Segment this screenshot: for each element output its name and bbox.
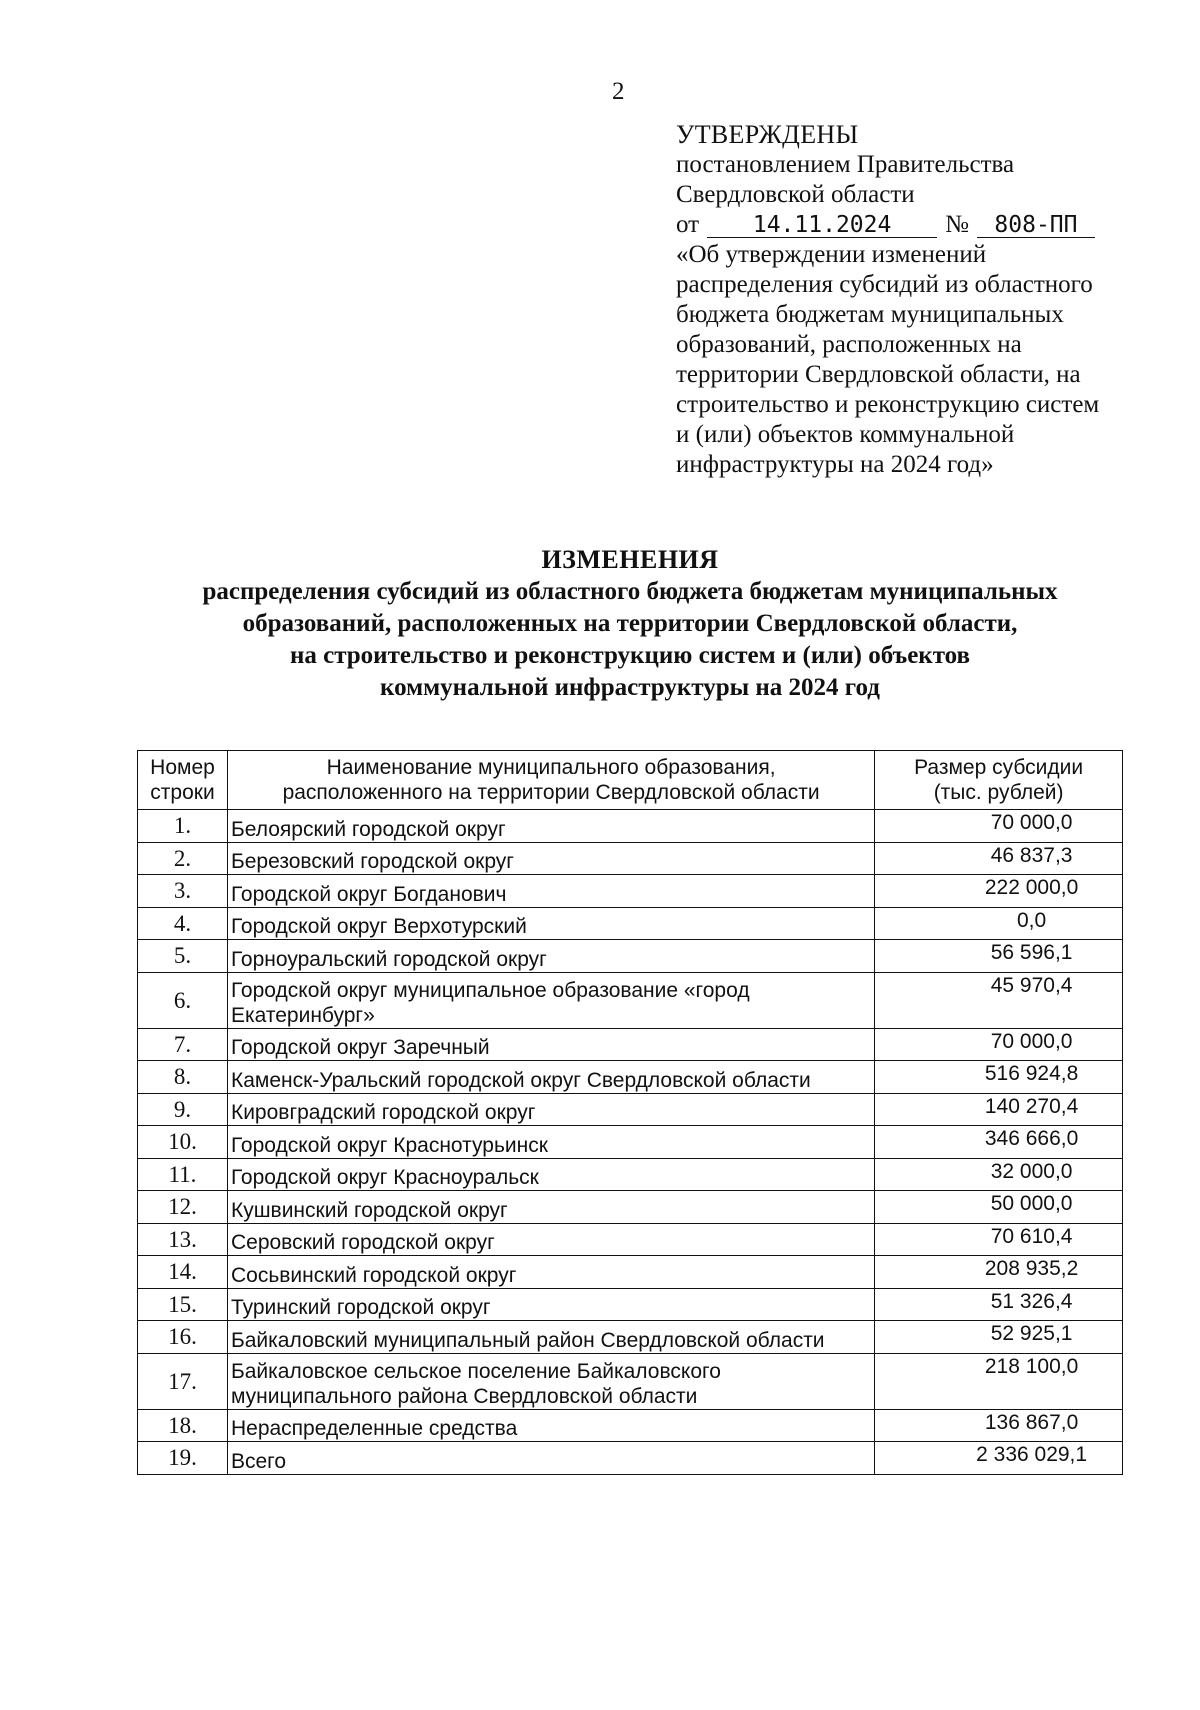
municipality-name: Байкаловское сельское поселение Байкаловского муниципального района Свердловской области: [227, 1353, 874, 1409]
header-text: Номер: [150, 756, 215, 779]
row-number: 14.: [138, 1256, 228, 1289]
number-sign: №: [945, 211, 969, 238]
document-title: [130, 544, 1130, 704]
row-number: 18.: [138, 1409, 228, 1442]
header-text: Наименование муниципального образования,: [326, 756, 776, 779]
row-number: 5.: [138, 940, 228, 973]
row-number: 2.: [138, 842, 228, 875]
row-number: 17.: [138, 1353, 228, 1409]
title-line: коммунальной инфраструктуры на 2024 год: [380, 674, 880, 701]
row-number: 3.: [138, 875, 228, 908]
header-text: расположенного на территории Свердловской области: [282, 781, 820, 804]
date-prefix: от: [676, 211, 700, 238]
row-number: 11.: [138, 1158, 228, 1191]
municipality-name: Белоярский городской округ: [227, 810, 874, 843]
subsidy-amount: 32 000,0: [875, 1158, 1123, 1191]
subsidy-amount: 218 100,0: [875, 1353, 1123, 1409]
municipality-name: Нераспределенные средства: [227, 1409, 874, 1442]
approval-subject-line: распределения субсидий из областного: [676, 271, 1093, 298]
subsidy-amount: 51 326,4: [875, 1288, 1123, 1321]
resolution-number: 808-ПП: [977, 213, 1095, 238]
municipality-name: Туринский городской округ: [227, 1288, 874, 1321]
subsidy-amount: 50 000,0: [875, 1191, 1123, 1224]
table-row: [138, 842, 1123, 875]
municipality-name: Городской округ Богданович: [227, 875, 874, 908]
title-line: образований, расположенных на территории Свердловской области,: [242, 610, 1018, 637]
municipality-name: Городской округ Верхотурский: [227, 907, 874, 940]
subsidy-amount: 346 666,0: [875, 1126, 1123, 1159]
subsidy-amount: 140 270,4: [875, 1093, 1123, 1126]
header-subsidy-amount: [875, 751, 1123, 810]
table-row: [138, 1353, 1123, 1409]
header-row-number: [138, 751, 228, 810]
subsidy-amount: 46 837,3: [875, 842, 1123, 875]
row-number: 1.: [138, 810, 228, 843]
municipality-name: Городской округ Красноуральск: [227, 1158, 874, 1191]
table-row: [138, 1126, 1123, 1159]
approval-subject-line: образований, расположенных на: [676, 331, 1022, 358]
subsidies-table: [137, 750, 1123, 1475]
table-row: [138, 1321, 1123, 1354]
header-text: (тыс. рублей): [933, 781, 1064, 804]
municipality-name: Кировградский городской округ: [227, 1093, 874, 1126]
subsidy-amount: 222 000,0: [875, 875, 1123, 908]
subsidy-amount: 45 970,4: [875, 972, 1123, 1028]
approval-subject-line: «Об утверждении изменений: [676, 241, 987, 268]
header-text: строки: [150, 781, 215, 804]
subsidy-amount: 516 924,8: [875, 1061, 1123, 1094]
table-row: [138, 1093, 1123, 1126]
municipality-name: Кушвинский городской округ: [227, 1191, 874, 1224]
row-number: 13.: [138, 1223, 228, 1256]
row-number: 8.: [138, 1061, 228, 1094]
row-number: 10.: [138, 1126, 228, 1159]
municipality-name: Байкаловский муниципальный район Свердловской области: [227, 1321, 874, 1354]
resolution-date: 14.11.2024: [707, 213, 937, 238]
table-row: [138, 972, 1123, 1028]
table-row: [138, 1158, 1123, 1191]
row-number: 15.: [138, 1288, 228, 1321]
approval-subject-line: и (или) объектов коммунальной: [676, 421, 1015, 448]
title-line: распределения субсидий из областного бюджета бюджетам муниципальных: [202, 578, 1058, 605]
header-municipality-name: [227, 751, 874, 810]
table-row: [138, 1288, 1123, 1321]
table-row: [138, 1256, 1123, 1289]
subsidy-amount: 70 000,0: [875, 810, 1123, 843]
table-row: [138, 907, 1123, 940]
municipality-name: Березовский городской округ: [227, 842, 874, 875]
municipality-name: Серовский городской округ: [227, 1223, 874, 1256]
row-number: 9.: [138, 1093, 228, 1126]
row-number: 12.: [138, 1191, 228, 1224]
title-heading: ИЗМЕНЕНИЯ: [541, 545, 719, 574]
row-number: 6.: [138, 972, 228, 1028]
approval-subject-line: бюджета бюджетам муниципальных: [676, 301, 1064, 328]
approval-block: [676, 120, 1146, 480]
subsidy-amount: 70 610,4: [875, 1223, 1123, 1256]
table-row: [138, 810, 1123, 843]
subsidy-amount: 70 000,0: [875, 1028, 1123, 1061]
approved-label: УТВЕРЖДЕНЫ: [676, 120, 859, 149]
table-row: [138, 1223, 1123, 1256]
row-number: 16.: [138, 1321, 228, 1354]
municipality-name: Горноуральский городской округ: [227, 940, 874, 973]
subsidy-amount: 208 935,2: [875, 1256, 1123, 1289]
table-row: [138, 1028, 1123, 1061]
subsidy-amount: 0,0: [875, 907, 1123, 940]
row-number: 4.: [138, 907, 228, 940]
municipality-name: Всего: [227, 1442, 874, 1475]
row-number: 7.: [138, 1028, 228, 1061]
page-number: 2: [612, 78, 625, 105]
table-row: [138, 1409, 1123, 1442]
table-row: [138, 875, 1123, 908]
approval-subject-line: территории Свердловской области, на: [676, 361, 1081, 388]
municipality-name: Сосьвинский городской округ: [227, 1256, 874, 1289]
table-row-total: [138, 1442, 1123, 1475]
header-text: Размер субсидии: [914, 756, 1084, 779]
approval-region-line: Свердловской области: [676, 181, 915, 208]
subsidy-amount: 136 867,0: [875, 1409, 1123, 1442]
approval-subject-line: строительство и реконструкцию систем: [676, 391, 1100, 418]
table-row: [138, 1061, 1123, 1094]
subsidy-amount: 2 336 029,1: [875, 1442, 1123, 1475]
municipality-name: Каменск-Уральский городской округ Свердловской области: [227, 1061, 874, 1094]
title-line: на строительство и реконструкцию систем и (или) объектов: [289, 642, 971, 669]
row-number: 19.: [138, 1442, 228, 1475]
subsidy-amount: 52 925,1: [875, 1321, 1123, 1354]
municipality-name: Городской округ Краснотурьинск: [227, 1126, 874, 1159]
table-row: [138, 1191, 1123, 1224]
approval-date-number-line: [676, 210, 1146, 240]
table-row: [138, 940, 1123, 973]
approval-subject-line: инфраструктуры на 2024 год»: [676, 451, 994, 478]
municipality-name: Городской округ муниципальное образование «город Екатеринбург»: [227, 972, 874, 1028]
municipality-name: Городской округ Заречный: [227, 1028, 874, 1061]
subsidy-amount: 56 596,1: [875, 940, 1123, 973]
approval-resolution-line: постановлением Правительства: [676, 151, 1015, 178]
table-header-row: [138, 751, 1123, 810]
